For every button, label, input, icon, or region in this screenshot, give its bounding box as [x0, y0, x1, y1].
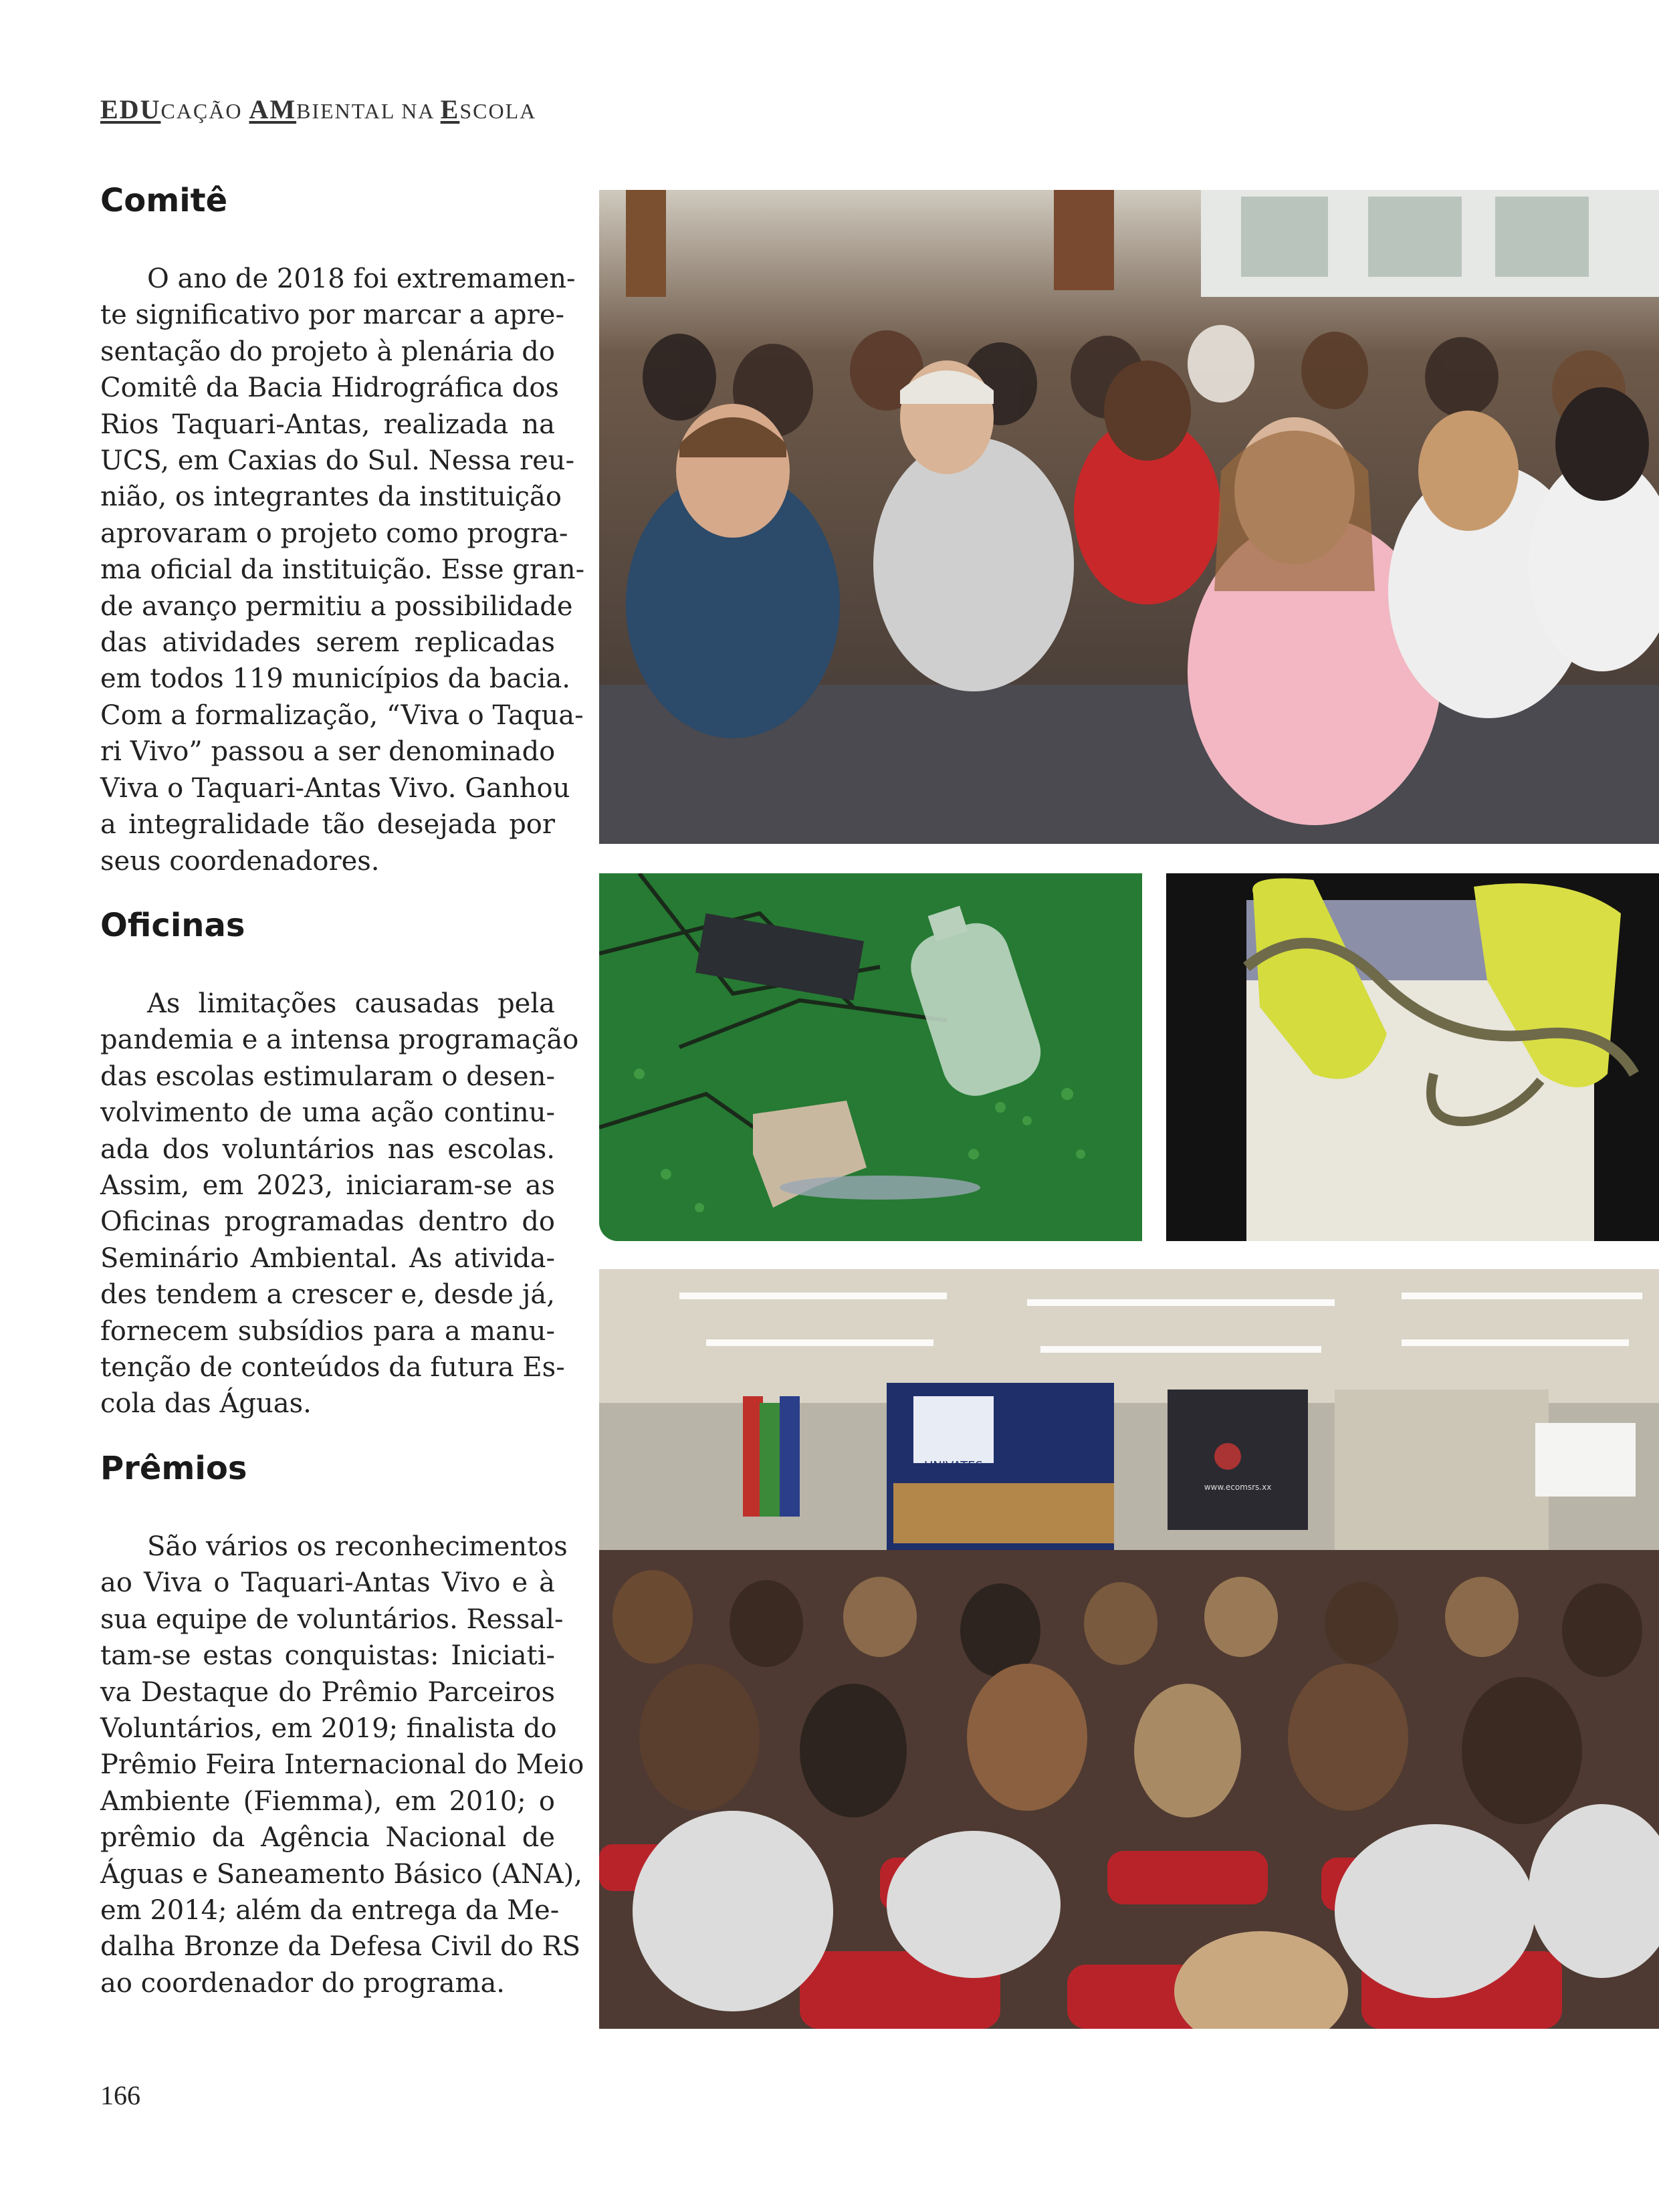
section-title-premios: Prêmios	[100, 1450, 247, 1487]
text-line: nião, os integrantes da instituição	[100, 481, 562, 513]
text-line: das atividades serem replicadas	[100, 627, 555, 659]
text-line: aprovaram o projeto como progra-	[100, 518, 568, 549]
text-line: ao Viva o Taquari-Antas Vivo e à	[100, 1567, 555, 1599]
text-line: das escolas estimularam o desen-	[100, 1061, 555, 1092]
text-line: Ambiente (Fiemma), em 2010; o	[100, 1785, 555, 1817]
screen-text: www.ecomsrs.xx	[1204, 1482, 1272, 1492]
text-line: Rios Taquari-Antas, realizada na	[100, 409, 555, 440]
text-line: prêmio da Agência Nacional de	[100, 1822, 555, 1854]
text-line: em 2014; além da entrega da Me-	[100, 1895, 560, 1926]
text-line: São vários os reconhecimentos	[147, 1531, 568, 1562]
text-line: de avanço permitiu a possibilidade	[100, 590, 573, 622]
photo-polluted-water	[599, 873, 1142, 1241]
text-line: Viva o Taquari-Antas Vivo. Ganhou	[100, 772, 570, 804]
section-title-oficinas: Oficinas	[100, 907, 245, 944]
text-line: tam-se estas conquistas: Iniciati-	[100, 1640, 555, 1672]
header-part: AM	[249, 94, 297, 124]
page-number: 166	[100, 2080, 140, 2110]
text-line: volvimento de uma ação continu-	[100, 1097, 555, 1129]
text-line: Águas e Saneamento Básico (ANA),	[100, 1858, 582, 1890]
text-line: ma oficial da instituição. Esse gran-	[100, 554, 585, 586]
text-line: ri Vivo” passou a ser denominado	[100, 736, 556, 768]
text-line: Com a formalização, “Viva o Taqua-	[100, 699, 584, 731]
text-line: sua equipe de voluntários. Ressal-	[100, 1603, 564, 1635]
text-line: Comitê da Bacia Hidrográfica dos	[100, 372, 559, 404]
header-part: CAÇÃO	[160, 99, 249, 123]
header-part: SCOLA	[459, 99, 537, 123]
text-line: cola das Águas.	[100, 1388, 312, 1420]
running-header	[100, 94, 536, 125]
header-part: BIENTAL NA	[296, 99, 441, 123]
photo-auditorium-audience	[599, 1269, 1659, 2029]
text-line: fornecem subsídios para a manu-	[100, 1315, 555, 1347]
text-line: seus coordenadores.	[100, 845, 380, 877]
text-line: dalha Bronze da Defesa Civil do RS	[100, 1931, 581, 1963]
text-line: UCS, em Caxias do Sul. Nessa reu-	[100, 445, 575, 477]
photo-students-auditorium	[599, 190, 1659, 844]
paragraph-comite	[100, 261, 585, 879]
text-line: Voluntários, em 2019; finalista do	[100, 1713, 557, 1745]
text-line: tenção de conteúdos da futura Es-	[100, 1352, 565, 1384]
text-line: pandemia e a intensa programação	[100, 1024, 579, 1056]
text-line: As limitações causadas pela	[147, 988, 555, 1019]
text-line: Oficinas programadas dentro do	[100, 1206, 555, 1238]
text-line: O ano de 2018 foi extremamen-	[147, 263, 576, 294]
auditorium-logo-text: UNIVATES	[924, 1459, 983, 1473]
text-line: ada dos voluntários nas escolas.	[100, 1133, 555, 1165]
text-line: Assim, em 2023, iniciaram-se as	[100, 1170, 555, 1202]
paragraph-premios	[100, 1529, 584, 2001]
text-line: des tendem a crescer e, desde já,	[100, 1279, 555, 1311]
header-part: EDU	[100, 94, 161, 124]
text-line: va Destaque do Prêmio Parceiros	[100, 1676, 555, 1708]
section-title-comite: Comitê	[100, 182, 228, 219]
paragraph-oficinas	[100, 986, 579, 1422]
photo-snake-gloves	[1166, 873, 1659, 1241]
header-part: E	[440, 94, 460, 124]
text-line: ao coordenador do programa.	[100, 1967, 506, 1999]
text-line: em todos 119 municípios da bacia.	[100, 663, 571, 695]
text-line: te significativo por marcar a apre-	[100, 300, 564, 331]
text-line: Prêmio Feira Internacional do Meio	[100, 1749, 584, 1781]
text-line: a integralidade tão desejada por	[100, 809, 555, 841]
text-line: Seminário Ambiental. As ativida-	[100, 1242, 555, 1274]
text-line: sentação do projeto à plenária do	[100, 336, 555, 367]
